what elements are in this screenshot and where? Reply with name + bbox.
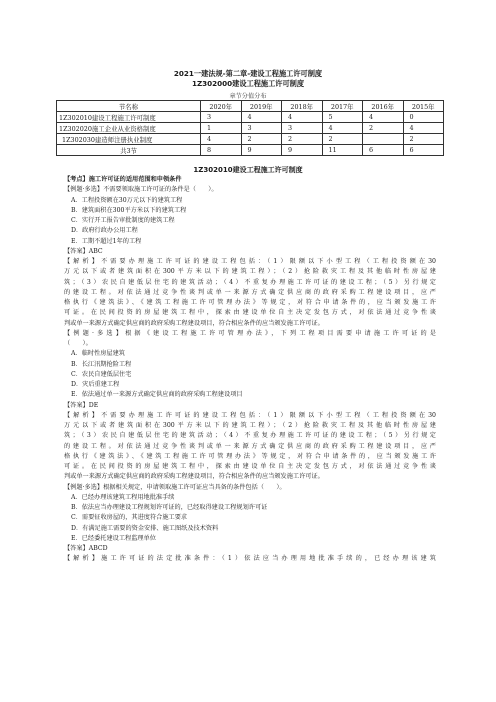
table-row [57,123,444,134]
table-header-cell: 2020年 [201,101,242,112]
body-line: 格执行《建筑法》、《建筑工程施工许可管理办法》等规定，对符合申请条件的，应当颁发施工许 [64,452,436,460]
table-cell: 3 [201,112,242,123]
table-cell: 4 [363,112,404,123]
table-row [57,112,444,123]
body-line: 格执行《建筑法》、《建筑工程施工许可管理办法》等规定，对符合申请条件的，应当颁发施工许 [64,299,436,306]
body-line: 【例题·多选】根据《建设工程施工许可管理办法》，下列工程项目需要申请施工许可证的是 [64,329,436,337]
table-cell: 4 [282,112,323,123]
body-line: C．农民自建低层住宅 [71,370,132,378]
table-cell: 9 [282,145,323,156]
body-line: 【答案】ABC [64,247,103,255]
body-line: B．建筑面积在300平方米以下的建筑工程 [71,206,187,214]
table-cell: 4 [241,112,282,123]
table-header-cell: 节名称 [57,101,201,112]
document-title: 2021一建法规-第二章-建设工程施工许可制度 [173,69,323,78]
body-line: A．临时性房屋建筑 [71,350,125,358]
body-line: 【例题·多选】不需要领取施工许可证的条件是（ ）。 [64,186,218,194]
body-line: 判或单一来源方式确定供应商的政府采购工程建设项目，符合相应条件的应当颁发施工许可证。 [64,319,324,327]
body-line: 筑；（3）农民自建低层住宅的建筑活动；（4）不重复办理施工许可证的建设工程；（5）另行规定 [64,432,436,440]
table-cell [363,134,404,145]
body-line: 判或单一来源方式确定供应商的政府采购工程建设项目，符合相应条件的应当颁发施工许可证。 [64,473,324,481]
body-line: B．长江汛期抢险工程 [71,360,132,368]
body-line: 【解析】不需要办理施工许可证的建设工程包括：（1）限额以下小型工程（工程投资额在30 [64,258,436,265]
table-cell: 5 [322,112,363,123]
document-subtitle: 1Z302000建设工程施工许可制度 [191,79,305,88]
body-line: A．工程投资额在30万元以下的建筑工程 [71,196,183,204]
table-cell: 8 [201,145,242,156]
body-line: D．政府行政办公用工程 [71,227,138,235]
body-line: E．已经委托建设工程监理单位 [71,534,156,542]
table-cell: 2 [322,134,363,145]
body-line: E．依法通过单一来源方式确定供应商的政府采购工程建设项目 [71,391,243,399]
document-body [64,175,436,565]
section-title: 1Z302010建设工程施工许可制度 [193,166,303,174]
body-line: 万元以下或者建筑面积在300平方米以下的建筑工程）；（2）抢险救灾工程及其他临时性房屋建 [64,422,436,429]
table-cell: 9 [241,145,282,156]
body-line: E．工期不超过1年的工程 [71,237,142,245]
body-line: 万元以下或者建筑面积在300平方米以下的建筑工程）；（2）抢险救灾工程及其他临时性房屋建 [64,268,436,276]
table-cell: 1Z302020施工企业从业资格制度 [57,123,201,134]
table-header-cell: 2017年 [322,101,363,112]
body-line: D．灾后重建工程 [71,381,120,388]
table-cell: 2 [403,134,444,145]
table-header-cell: 2019年 [241,101,282,112]
body-line: （ ）。 [64,340,92,347]
section-heading: 【考点】施工许可证的适用范围和申领条件 [64,176,182,183]
table-cell: 1Z302010建设工程施工许可制度 [57,112,201,123]
table-cell: 3 [282,123,323,134]
score-distribution-table [56,100,444,156]
table-total-row [57,145,444,156]
body-line: 【解析】不需要办理施工许可证的建设工程包括：（1）限额以下小型工程（工程投资额在30 [64,411,436,419]
body-line: 【例题·多选】根据相关规定，申请领取施工许可证应当具备的条件包括（ ）。 [64,483,286,491]
body-line: C．需要征收房屋的，其进度符合施工要求 [71,514,188,522]
table-row [57,134,444,145]
table-cell: 2 [282,134,323,145]
table-cell: 2 [241,134,282,145]
body-line: 【答案】ABCD [64,545,108,552]
body-line: 可证。在民间投资的房屋建筑工程中，探索由建设单位自主决定发包方式，对依法通过竞争性谈 [64,309,436,317]
table-cell: 6 [403,145,444,156]
table-cell: 4 [201,134,242,145]
body-line: B．依法应当办理建设工程规划许可证的，已经取得建设工程规划许可证 [71,504,268,511]
body-line: 可证。在民间投资的房屋建筑工程中，探索由建设单位自主决定发包方式，对依法通过竞争性谈 [64,463,436,470]
body-line: C．实行开工报告审批制度的建筑工程 [71,217,175,224]
body-line: 的建设工程。对依法通过竞争性谈判或单一来源方式确定供应商的政府采购工程建设项目，应严 [64,442,436,450]
table-cell: 共3节 [57,145,201,156]
table-cell: 1Z302030建造师注册执业制度 [57,134,201,145]
table-caption: 章节分值分布 [229,93,267,100]
body-line: 【答案】DE [64,401,99,409]
body-line: A．已经办理该建筑工程用地批准手续 [71,493,175,501]
table-header-cell: 2016年 [363,101,404,112]
table-cell: 3 [241,123,282,134]
table-header-row [57,101,444,112]
body-line: 的建设工程。对依法通过竞争性谈判或单一来源方式确定供应商的政府采购工程建设项目，应严 [64,288,436,296]
table-cell: 0 [403,112,444,123]
body-line: 【解析】施工许可证的法定批准条件：（1）依法应当办理用地批准手续的，已经办理该建筑 [64,555,436,563]
table-cell: 4 [322,123,363,134]
table-cell: 4 [403,123,444,134]
table-cell: 1 [201,123,242,134]
body-line: 筑；（3）农民自建低层住宅的建筑活动；（4）不重复办理施工许可证的建设工程；（5）另行规定 [64,278,436,286]
table-header-cell: 2018年 [282,101,323,112]
table-cell: 11 [322,145,363,156]
table-cell: 6 [363,145,404,156]
table-cell: 2 [363,123,404,134]
body-line: D．有满足施工需要的资金安排、施工图纸及技术资料 [71,524,219,532]
table-header-cell: 2015年 [403,101,444,112]
